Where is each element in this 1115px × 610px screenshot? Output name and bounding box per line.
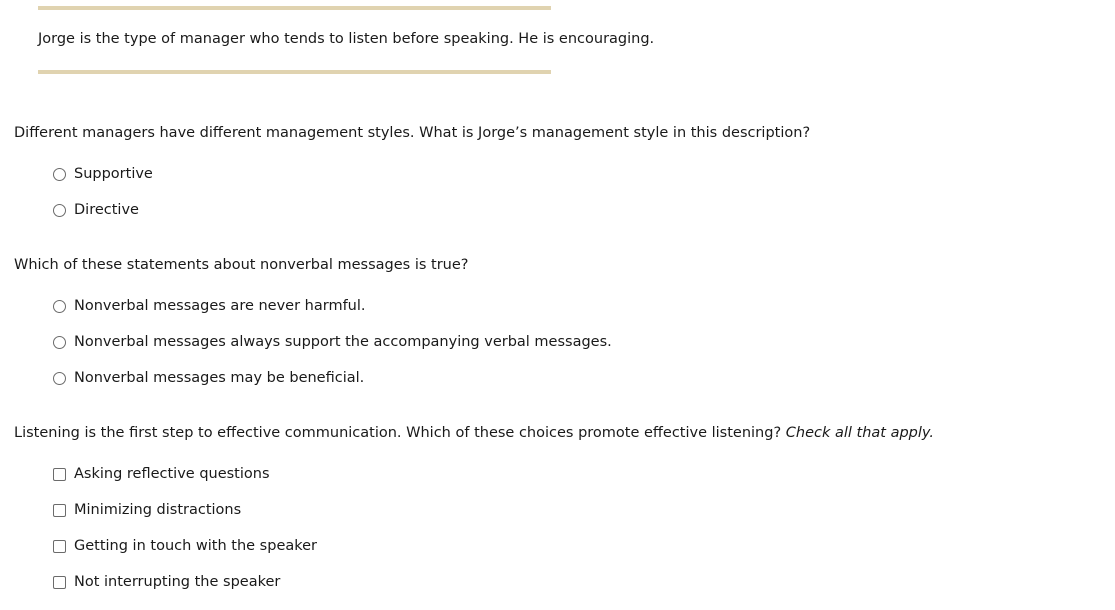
q1-option-supportive[interactable] <box>53 166 153 183</box>
radio-button[interactable] <box>53 168 66 181</box>
scenario-box <box>38 6 655 74</box>
checkbox[interactable] <box>53 468 66 481</box>
question-3-text: Listening is the first step to effective communication. Which of these choices promote effective listening? <box>14 425 782 441</box>
question-3-prompt <box>14 425 934 442</box>
scenario-top-rule <box>38 6 551 10</box>
radio-button[interactable] <box>53 204 66 217</box>
radio-button[interactable] <box>53 300 66 313</box>
radio-button[interactable] <box>53 336 66 349</box>
question-2-prompt: Which of these statements about nonverbal messages is true? <box>14 257 469 273</box>
q1-option-directive[interactable] <box>53 202 139 219</box>
q2-option-never-harmful[interactable] <box>53 298 366 315</box>
q3-option-getting-in-touch[interactable] <box>53 538 317 555</box>
q2-option-may-be-beneficial[interactable] <box>53 370 364 387</box>
checkbox[interactable] <box>53 504 66 517</box>
option-label: Supportive <box>74 166 153 182</box>
q3-option-not-interrupting[interactable] <box>53 574 280 591</box>
scenario-bottom-rule <box>38 70 551 74</box>
q2-option-always-support[interactable] <box>53 334 612 351</box>
question-1-prompt: Different managers have different management styles. What is Jorge’s management style in this description? <box>14 125 811 141</box>
question-3-instruction: Check all that apply. <box>785 425 934 441</box>
option-label: Not interrupting the speaker <box>74 574 281 590</box>
option-label: Getting in touch with the speaker <box>74 538 318 554</box>
option-label: Directive <box>74 202 139 218</box>
option-label: Asking reflective questions <box>74 466 270 482</box>
option-label: Nonverbal messages may be beneficial. <box>74 370 365 386</box>
option-label: Nonverbal messages always support the accompanying verbal messages. <box>74 334 612 350</box>
option-label: Nonverbal messages are never harmful. <box>74 298 366 314</box>
checkbox[interactable] <box>53 540 66 553</box>
scenario-text: Jorge is the type of manager who tends to listen before speaking. He is encouraging. <box>38 31 655 47</box>
checkbox[interactable] <box>53 576 66 589</box>
radio-button[interactable] <box>53 372 66 385</box>
q3-option-reflective-questions[interactable] <box>53 466 270 483</box>
option-label: Minimizing distractions <box>74 502 242 518</box>
q3-option-minimizing-distractions[interactable] <box>53 502 241 519</box>
